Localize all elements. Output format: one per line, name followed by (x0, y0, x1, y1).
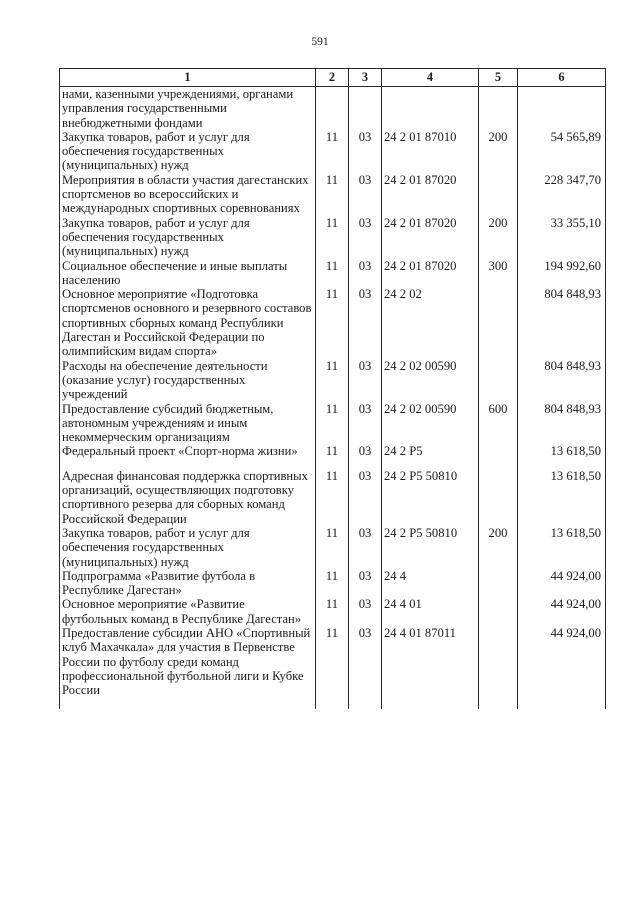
row-amount: 33 355,10 (518, 216, 606, 259)
table-row (60, 569, 606, 598)
row-subsection: 03 (349, 402, 382, 445)
row-target-code: 24 2 01 87020 (382, 173, 479, 216)
row-amount: 804 848,93 (518, 287, 606, 358)
row-expense-type (479, 569, 518, 598)
row-name: нами, казенными учреждениями, органами управления государственными внебюджетными фондами (60, 87, 316, 130)
row-name: Адресная финансовая поддержка спортивных организаций, осуществляющих подготовку спортивного резерва для сборных команд Российской Федерации (60, 469, 316, 526)
row-section: 11 (316, 259, 349, 288)
row-expense-type: 200 (479, 130, 518, 173)
filler-cell (349, 697, 382, 709)
table-row (60, 469, 606, 526)
page-number: 591 (311, 36, 329, 48)
row-section (316, 87, 349, 130)
table-row (60, 259, 606, 288)
row-target-code: 24 4 01 87011 (382, 626, 479, 697)
filler-cell (382, 697, 479, 709)
col-header-2: 2 (316, 69, 349, 87)
row-amount: 13 618,50 (518, 444, 606, 468)
row-expense-type: 300 (479, 259, 518, 288)
table-header-row (60, 69, 606, 87)
row-subsection: 03 (349, 626, 382, 697)
row-expense-type (479, 173, 518, 216)
row-target-code: 24 2 01 87020 (382, 259, 479, 288)
table-row (60, 173, 606, 216)
row-amount: 44 924,00 (518, 597, 606, 626)
row-expense-type (479, 287, 518, 358)
row-section: 11 (316, 173, 349, 216)
row-section: 11 (316, 526, 349, 569)
table-row (60, 287, 606, 358)
row-amount: 228 347,70 (518, 173, 606, 216)
row-name: Расходы на обеспечение деятельности (оказание услуг) государственных учреждений (60, 359, 316, 402)
row-section: 11 (316, 597, 349, 626)
row-name: Закупка товаров, работ и услуг для обеспечения государственных (муниципальных) нужд (60, 130, 316, 173)
row-target-code: 24 2 01 87010 (382, 130, 479, 173)
row-subsection: 03 (349, 130, 382, 173)
row-section: 11 (316, 469, 349, 526)
row-name: Закупка товаров, работ и услуг для обеспечения государственных (муниципальных) нужд (60, 216, 316, 259)
row-section: 11 (316, 287, 349, 358)
row-subsection: 03 (349, 526, 382, 569)
row-name: Основное мероприятие «Развитие футбольных команд в Республике Дагестан» (60, 597, 316, 626)
filler-cell (316, 697, 349, 709)
row-name: Основное мероприятие «Подготовка спортсменов основного и резервного составов спортивных сборных команд Республики Дагестан и Российской Федерации по олимпийским видам спорта» (60, 287, 316, 358)
table-row (60, 626, 606, 697)
budget-table (59, 68, 606, 709)
row-amount: 13 618,50 (518, 526, 606, 569)
row-name: Закупка товаров, работ и услуг для обеспечения государственных (муниципальных) нужд (60, 526, 316, 569)
row-subsection: 03 (349, 444, 382, 468)
row-expense-type (479, 444, 518, 468)
row-target-code: 24 2 02 00590 (382, 402, 479, 445)
row-name: Социальное обеспечение и иные выплаты населению (60, 259, 316, 288)
row-section: 11 (316, 402, 349, 445)
row-name: Предоставление субсидий бюджетным, автономным учреждениям и иным некоммерческим организациям (60, 402, 316, 445)
table-row (60, 87, 606, 130)
row-amount: 44 924,00 (518, 626, 606, 697)
filler-cell (518, 697, 606, 709)
col-header-1: 1 (60, 69, 316, 87)
row-target-code: 24 2 P5 50810 (382, 526, 479, 569)
col-header-6: 6 (518, 69, 606, 87)
table-row (60, 216, 606, 259)
row-subsection: 03 (349, 469, 382, 526)
filler-cell (479, 697, 518, 709)
row-target-code: 24 4 (382, 569, 479, 598)
row-section: 11 (316, 130, 349, 173)
row-amount: 194 992,60 (518, 259, 606, 288)
row-section: 11 (316, 569, 349, 598)
col-header-4: 4 (382, 69, 479, 87)
row-expense-type (479, 359, 518, 402)
row-section: 11 (316, 626, 349, 697)
row-target-code: 24 4 01 (382, 597, 479, 626)
row-amount: 13 618,50 (518, 469, 606, 526)
row-section: 11 (316, 216, 349, 259)
row-target-code: 24 2 P5 (382, 444, 479, 468)
row-expense-type (479, 87, 518, 130)
row-section: 11 (316, 359, 349, 402)
row-expense-type (479, 626, 518, 697)
col-header-3: 3 (349, 69, 382, 87)
row-subsection: 03 (349, 287, 382, 358)
row-amount (518, 87, 606, 130)
row-target-code (382, 87, 479, 130)
row-target-code: 24 2 02 00590 (382, 359, 479, 402)
row-subsection: 03 (349, 259, 382, 288)
row-amount: 804 848,93 (518, 359, 606, 402)
row-name: Мероприятия в области участия дагестанских спортсменов во всероссийских и международных спортивных соревнованиях (60, 173, 316, 216)
row-subsection: 03 (349, 569, 382, 598)
row-section: 11 (316, 444, 349, 468)
row-name: Федеральный проект «Спорт-норма жизни» (60, 444, 316, 468)
row-expense-type: 200 (479, 216, 518, 259)
row-expense-type: 200 (479, 526, 518, 569)
row-name: Предоставление субсидии АНО «Спортивный клуб Махачкала» для участия в Первенстве России по футболу среди команд профессиональной футбольной лиги и Кубке России (60, 626, 316, 697)
table-row (60, 402, 606, 445)
table-filler-row (60, 697, 606, 709)
row-expense-type: 600 (479, 402, 518, 445)
table-row (60, 359, 606, 402)
row-expense-type (479, 597, 518, 626)
table-row (60, 526, 606, 569)
row-target-code: 24 2 01 87020 (382, 216, 479, 259)
row-amount: 804 848,93 (518, 402, 606, 445)
row-subsection: 03 (349, 597, 382, 626)
row-subsection: 03 (349, 173, 382, 216)
row-target-code: 24 2 02 (382, 287, 479, 358)
table-row (60, 130, 606, 173)
filler-cell (60, 697, 316, 709)
row-amount: 44 924,00 (518, 569, 606, 598)
row-subsection (349, 87, 382, 130)
table-row (60, 597, 606, 626)
row-expense-type (479, 469, 518, 526)
row-subsection: 03 (349, 359, 382, 402)
row-amount: 54 565,89 (518, 130, 606, 173)
row-target-code: 24 2 P5 50810 (382, 469, 479, 526)
row-subsection: 03 (349, 216, 382, 259)
table-row (60, 444, 606, 468)
col-header-5: 5 (479, 69, 518, 87)
row-name: Подпрограмма «Развитие футбола в Республике Дагестан» (60, 569, 316, 598)
